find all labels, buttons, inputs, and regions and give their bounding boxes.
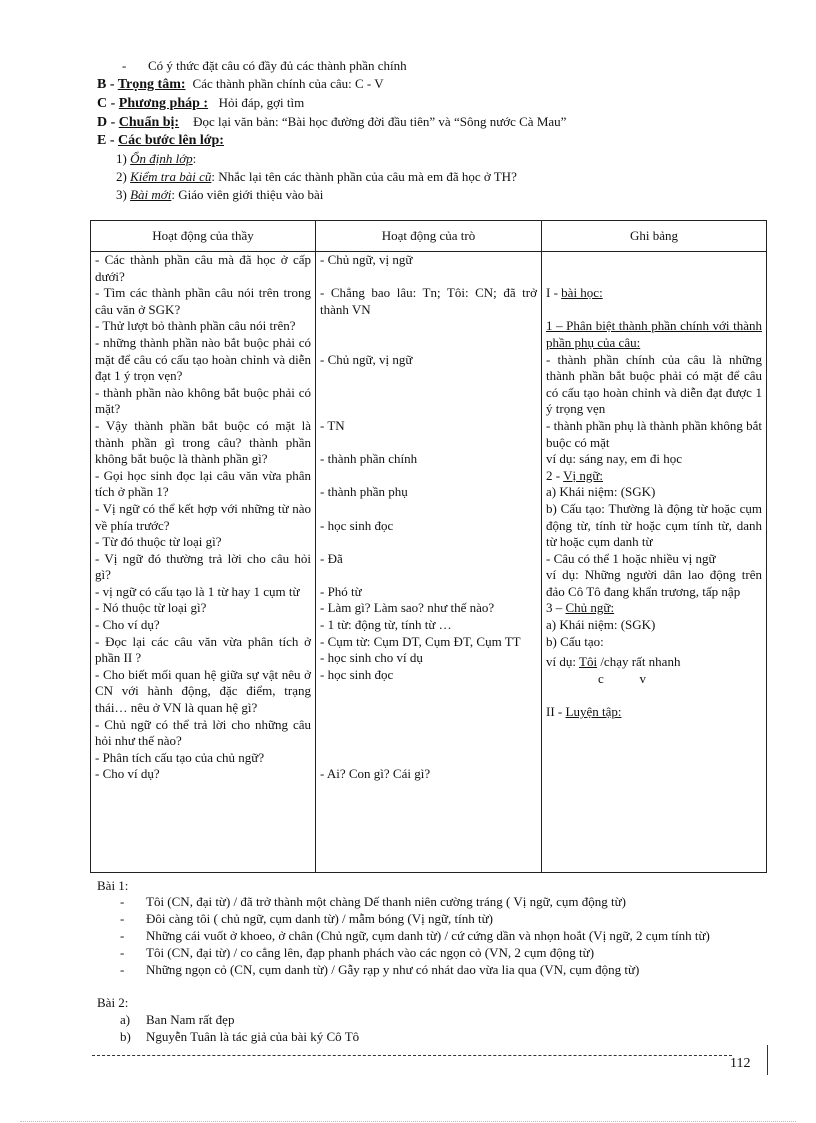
exercise-2-title: Bài 2: [97, 995, 129, 1010]
list-item: - Chủ ngữ, vị ngữ [320, 351, 413, 367]
board-heading-lesson: I - bài học: [546, 285, 603, 301]
list-item: b) Cấu tạo: [546, 633, 604, 649]
list-item: - vị ngữ có cấu tạo là 1 từ hay 1 cụm từ [95, 583, 300, 599]
list-item: - thành phần chính của câu là những thành phần bắt buộc phải có mặt để câu có cấu tạo hoàn chỉnh và diễn đạt được 1 ý trọng vẹn [546, 351, 762, 417]
list-item: - Các thành phần câu mà đã học ở cấp dưới? [95, 252, 311, 284]
student-activities [320, 252, 537, 783]
list-item: - Nó thuộc từ loại gì? [95, 600, 207, 616]
header-board: Ghi bảng [542, 221, 767, 252]
list-item: - Chẳng bao lâu: Tn; Tôi: CN; đã trở thành VN [320, 285, 537, 317]
list-item: - Vị ngữ đó thường trả lời cho câu hỏi gì? [95, 550, 311, 583]
list-item: - Cho biết mối quan hệ giữa sự vật nêu ở CN với hành động, đặc điểm, trạng thái… nêu ở VN là quan hệ gì? [95, 666, 311, 716]
section-e-title: Các bước lên lớp: [118, 133, 224, 148]
exercise-1-list [120, 893, 760, 978]
section-e: E - Các bước lên lớp: [97, 133, 224, 148]
page-edge [20, 1121, 796, 1122]
teacher-column [91, 252, 316, 873]
list-item: - Từ đó thuộc từ loại gì? [95, 534, 222, 550]
list-item: - thành phần chính [320, 451, 418, 467]
list-item: - Chủ ngữ, vị ngữ [320, 252, 413, 267]
list-item: - những thành phần nào bắt buộc phải có mặt để câu có cấu tạo hoàn chỉnh và diễn đạt 1 ý trọn vẹn? [95, 334, 311, 384]
list-item: - Phó từ [320, 583, 362, 599]
board-heading-1: 1 – Phân biệt thành phần chính với thành phần phụ của câu: [546, 318, 762, 350]
list-item: - Đã [320, 550, 343, 566]
list-item: - Tìm các thành phần câu nói trên trong câu văn ở SGK? [95, 285, 311, 317]
board-heading-practice: II - Luyện tập: [546, 704, 622, 720]
header-student: Hoạt động của trò [316, 221, 542, 252]
list-item: - Câu có thể 1 hoặc nhiều vị ngữ [546, 550, 716, 566]
list-item: - Phân tích cấu tạo của chủ ngữ? [95, 749, 265, 765]
step-3: 3) Bài mới: Giáo viên giới thiệu vào bài [116, 187, 324, 202]
list-item: - học sinh đọc [320, 666, 394, 682]
list-item: a) Ban Nam rất đẹp [120, 1012, 235, 1027]
list-item: - Gọi học sinh đọc lại câu văn vừa phân tích ở phần 1? [95, 467, 311, 500]
lesson-table [90, 220, 767, 873]
exercise-2-list [120, 1011, 760, 1045]
step-2: 2) Kiểm tra bài cũ: Nhắc lại tên các thành phần của câu mà em đã học ở TH? [116, 169, 517, 184]
board-heading-3: 3 – Chủ ngữ: [546, 600, 615, 616]
list-item: - học sinh đọc [320, 517, 394, 533]
list-item: - Những ngọn cỏ (CN, cụm danh từ) / Gẫy rạp y như có nhát dao vừa lia qua (VN, cụm động từ) [120, 962, 640, 977]
section-d: D - Chuẩn bị: Đọc lại văn bản: “Bài học đường đời đầu tiên” và “Sông nước Cà Mau” [97, 114, 567, 130]
board-column [542, 252, 767, 873]
list-item: a) Khái niệm: (SGK) [546, 617, 656, 633]
list-item: - Ai? Con gì? Cái gì? [320, 766, 431, 782]
list-item: c v [598, 670, 647, 686]
list-item: - học sinh cho ví dụ [320, 650, 423, 666]
list-item: - thành phần phụ [320, 484, 408, 500]
board-heading-2: 2 - Vị ngữ: [546, 467, 604, 483]
section-b: B - Trọng tâm: Các thành phần chính của câu: C - V [97, 76, 384, 92]
list-item: - TN [320, 417, 345, 433]
teacher-activities [95, 252, 311, 783]
list-item: - thành phần phụ là thành phần không bắt buộc có mặt [546, 417, 762, 450]
list-item: b) Nguyễn Tuân là tác giả của bài ký Cô Tô [120, 1029, 360, 1044]
list-item: - Tôi (CN, đại từ) / đã trở thành một chàng Dế thanh niên cường tráng ( Vị ngữ, cụm động từ) [120, 894, 626, 909]
list-item: ví dụ: Những người dân lao động trên đảo Cô Tô đang khẩn trương, tấp nập [546, 567, 762, 599]
list-item: - Cụm từ: Cụm DT, Cụm ĐT, Cụm TT [320, 633, 521, 649]
list-item: - thành phần nào không bắt buộc phải có mặt? [95, 384, 311, 417]
table-body-row [91, 252, 767, 873]
list-item: ví dụ: sáng nay, em đi học [546, 451, 682, 467]
exercise-1-title: Bài 1: [97, 878, 129, 893]
section-c-title: Phương pháp : [118, 96, 209, 111]
section-b-title: Trọng tâm: [117, 77, 186, 92]
section-c: C - Phương pháp : Hỏi đáp, gợi tìm [97, 95, 305, 111]
list-item: - Cho ví dụ? [95, 617, 160, 633]
objective-line: - Có ý thức đặt câu có đầy đủ các thành phần chính [122, 58, 407, 73]
page-number: 112 [730, 1056, 751, 1071]
list-item: - Tôi (CN, đại từ) / co cẳng lên, đạp phanh phách vào các ngọn cỏ (VN, 2 cụm động từ) [120, 945, 595, 960]
list-item: - Cho ví dụ? [95, 766, 160, 782]
list-item: - Thử lượt bỏ thành phần câu nói trên? [95, 318, 296, 334]
list-item: - Chủ ngữ có thể trả lời cho những câu hỏi như thế nào? [95, 716, 311, 749]
student-column [316, 252, 542, 873]
list-item: ví dụ: Tôi /chạy rất nhanh [546, 654, 681, 670]
list-item: - 1 từ: động từ, tính từ … [320, 617, 452, 633]
table-header-row [91, 221, 767, 252]
objective-text: Có ý thức đặt câu có đầy đủ các thành phần chính [148, 58, 407, 73]
list-item: - Vậy thành phần bắt buộc có mặt là thành phần gì trong câu? thành phần không bắt buộc là thành phần gì? [95, 417, 311, 467]
list-item: - Đọc lại các câu văn vừa phân tích ở phần II ? [95, 633, 311, 666]
list-item: - Đôi càng tôi ( chủ ngữ, cụm danh từ) / mẫm bóng (Vị ngữ, tính từ) [120, 911, 493, 926]
list-item: - Những cái vuốt ở khoeo, ở chân (Chủ ngữ, cụm danh từ) / cứ cứng dần và nhọn hoắt (Vị ngữ, 2 cụm tính từ) [120, 928, 710, 943]
footer-divider [92, 1055, 732, 1056]
list-item: a) Khái niệm: (SGK) [546, 484, 656, 500]
footer-vertical-rule [767, 1045, 768, 1075]
header-teacher: Hoạt động của thầy [91, 221, 316, 252]
list-item: - Vị ngữ có thể kết hợp với những từ nào về phía trước? [95, 500, 311, 533]
section-d-title: Chuẩn bị: [118, 115, 180, 130]
board-notes [546, 252, 762, 721]
list-item: b) Cấu tạo: Thường là động từ hoặc cụm động từ, tính từ hoặc cụm tính từ, danh từ hoặc cụm danh từ [546, 500, 762, 550]
step-1: 1) Ổn định lớp: [116, 151, 197, 166]
list-item: - Làm gì? Làm sao? như thế nào? [320, 600, 495, 616]
